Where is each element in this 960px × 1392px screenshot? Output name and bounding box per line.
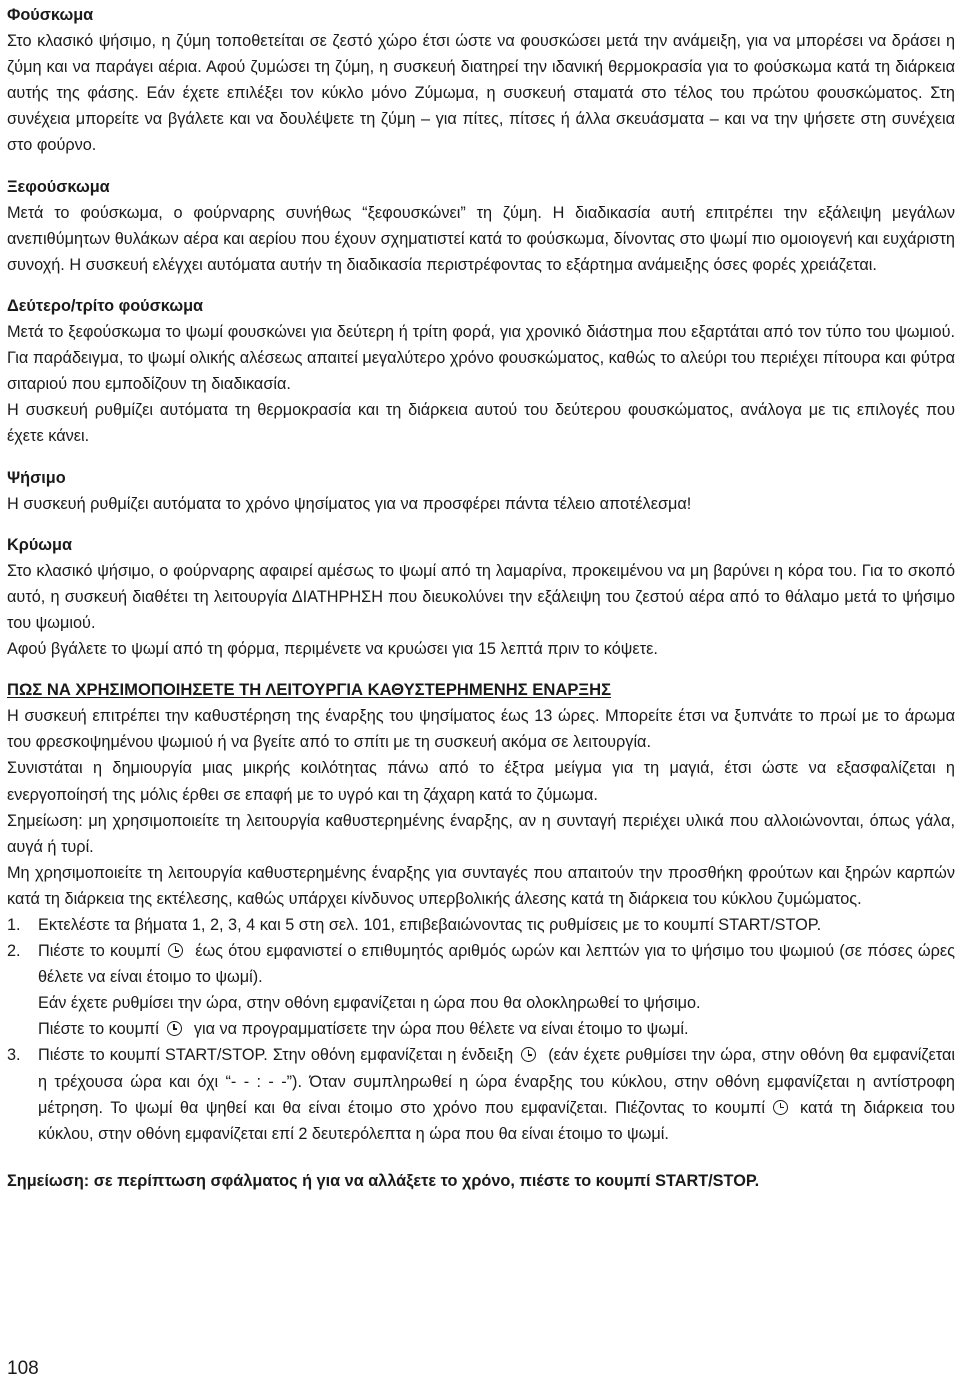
step-text: (εάν έχετε ρυθμίσει την ώρα, στην οθόνη θα εμφανίζεται η τρέχουσα ώρα και όχι “- - : - -”). Όταν συμπληρωθεί η ώρα έναρξης του κύκλου, στην οθόνη εμφανίζεται η αντίστροφη μέτρηση. Το ψωμί θα ψηθεί και θα είναι έτοιμο στο χρόνο που εμφανίζεται. Πιέζοντας το κουμπί — [38, 1046, 955, 1117]
step-number: 2. — [7, 942, 21, 961]
step-text: Εκτελέστε τα βήματα 1, 2, 3, 4 και 5 στη σελ. 101, επιβεβαιώνοντας τις ρυθμίσεις με το κουμπί START/STOP. — [38, 916, 822, 934]
step-number: 1. — [7, 916, 21, 934]
delay-paragraph-3: Σημείωση: μη χρησιμοποιείτε τη λειτουργία καθυστερημένης έναρξης, αν η συνταγή περιέχει υλικά που αλλοιώνονται, όπως γάλα, αυγά ή τυρί. — [7, 811, 955, 856]
step-subline — [38, 1016, 955, 1042]
clock-icon — [168, 943, 183, 958]
step-text: έως ότου εμφανιστεί ο επιθυμητός αριθμός ωρών και λεπτών για το ψήσιμο του ψωμιού (σε πόσες ώρες θέλετε να είναι έτοιμο το ψωμί). — [38, 942, 955, 987]
step-text: Πιέστε το κουμπί START/STOP. Στην οθόνη εμφανίζεται η ένδειξη — [38, 1046, 514, 1065]
manual-page — [7, 2, 955, 1208]
text-second-rise-2: Η συσκευή ρυθμίζει αυτόματα τη θερμοκρασία και τη διάρκεια αυτού του δεύτερου φουσκώματος, ανάλογα με τις επιλογές που έχετε κάνει. — [7, 401, 955, 446]
section-baking — [7, 465, 955, 517]
section-rising — [7, 2, 955, 159]
step-text: κατά τη διάρκεια του κύκλου, στην οθόνη εμφανίζεται επί 2 δευτερόλεπτα η ώρα που θα είναι έτοιμο το ψωμί. — [38, 1098, 955, 1143]
step-1 — [7, 912, 955, 938]
step-2 — [7, 938, 955, 1042]
step-text: για να προγραμματίσετε την ώρα που θέλετε να είναι έτοιμο το ψωμί. — [193, 1020, 689, 1039]
delay-note: Σημείωση: σε περίπτωση σφάλματος ή για να αλλάξετε το χρόνο, πιέστε το κουμπί START/STOP. — [7, 1171, 760, 1190]
delay-paragraph-2: Συνιστάται η δημιουργία μιας μικρής κοιλότητας πάνω από το έξτρα μείγμα για τη μαγιά, έτσι ώστε να εξασφαλίζεται η ενεργοποίησή της μόλις έρθει σε επαφή με το υγρό και τη ζάχαρη κατά το ζύμωμα. — [7, 759, 955, 804]
section-second-rise — [7, 293, 955, 450]
delay-paragraph-4: Μη χρησιμοποιείτε τη λειτουργία καθυστερημένης έναρξης για συνταγές που απαιτούν την προσθήκη φρούτων και ξηρών καρπών κατά τη διάρκεια της εκτέλεσης, καθώς υπάρχει κίνδυνος υπερβολικής άλεσης κατά τη διάρκεια του κύκλου ζυμώματος. — [7, 863, 955, 908]
heading-cooling: Κρύωμα — [7, 535, 73, 554]
heading-baking: Ψήσιμο — [7, 468, 66, 487]
step-number: 3. — [7, 1046, 21, 1065]
section-cooling — [7, 532, 955, 662]
page-number: 108 — [7, 1358, 39, 1379]
heading-delayed-start: ΠΩΣ ΝΑ ΧΡΗΣΙΜΟΠΟΙΗΣΕΤΕ ΤΗ ΛΕΙΤΟΥΡΓΙΑ ΚΑΘΥΣΤΕΡΗΜΕΝΗΣ ΕΝΑΡΞΗΣ — [7, 680, 612, 700]
section-punch-down — [7, 174, 955, 278]
step-3 — [7, 1042, 955, 1146]
heading-second-rise: Δεύτερο/τρίτο φούσκωμα — [7, 296, 204, 315]
clock-icon — [167, 1021, 182, 1036]
text-punch-down: Μετά το φούσκωμα, ο φούρναρης συνήθως “ξεφουσκώνει” τη ζύμη. Η διαδικασία αυτή επιτρέπει την εξάλειψη μεγάλων ανεπιθύμητων θυλάκων αέρα και αερίου που έχουν σχηματιστεί κατά το φούσκωμα, δίνοντας στο ψωμί πιο ομοιογενή και ευχάριστη συνοχή. Η συσκευή ελέγχει αυτόματα αυτήν τη διαδικασία περιστρέφοντας το εξάρτημα ανάμειξης όσες φορές χρειάζεται. — [7, 203, 955, 274]
clock-icon — [773, 1100, 788, 1115]
text-second-rise: Μετά το ξεφούσκωμα το ψωμί φουσκώνει για δεύτερη ή τρίτη φορά, για χρονικό διάστημα που εξαρτάται από τον τύπο του ψωμιού. Για παράδειγμα, το ψωμί ολικής αλέσεως απαιτεί μεγαλύτερο χρόνο φουσκώματος, καθώς το αλεύρι του περιέχει πίτουρα και φύτρα σιταριού που εμποδίζουν τη διαδικασία. — [7, 323, 955, 394]
delay-steps — [7, 912, 955, 1147]
step-text: Πιέστε το κουμπί — [38, 942, 161, 961]
text-cooling-2: Αφού βγάλετε το ψωμί από τη φόρμα, περιμένετε να κρυώσει για 15 λεπτά πριν το κόψετε. — [7, 640, 658, 659]
heading-rising: Φούσκωμα — [7, 6, 94, 24]
clock-icon — [521, 1047, 536, 1062]
step-subtext: Εάν έχετε ρυθμίσει την ώρα, στην οθόνη εμφανίζεται η ώρα που θα ολοκληρωθεί το ψήσιμο. — [38, 994, 701, 1013]
text-rising: Στο κλασικό ψήσιμο, η ζύμη τοποθετείται σε ζεστό χώρο έτσι ώστε να φουσκώσει μετά την ανάμειξη, για να μπορέσει να δράσει η ζύμη και να παράγει αέρια. Αφού ζυμώσει τη ζύμη, η συσκευή διατηρεί την ιδανική θερμοκρασία για το φούσκωμα κατά τη διάρκεια αυτής της φάσης. Εάν έχετε επιλέξει τον κύκλο μόνο Ζύμωμα, η συσκευή σταματά στο τέλος του πρώτου φουσκώματος. Στη συνέχεια μπορείτε να βγάλετε και να δουλέψετε τη ζύμη – για πίτες, πίτσες ή άλλα σκευάσματα – και να την ψήσετε στη συνέχεια στο φούρνο. — [7, 32, 955, 155]
delay-paragraph-1: Η συσκευή επιτρέπει την καθυστέρηση της έναρξης του ψησίματος έως 13 ώρες. Μπορείτε έτσι να ξυπνάτε το πρωί με το άρωμα του φρεσκοψημένου ψωμιού ή να βγείτε από το σπίτι με τη συσκευή ακόμα σε λειτουργία. — [7, 707, 955, 752]
text-baking: Η συσκευή ρυθμίζει αυτόματα το χρόνο ψησίματος για να προσφέρει πάντα τέλειο αποτέλεσμα! — [7, 494, 692, 513]
text-cooling: Στο κλασικό ψήσιμο, ο φούρναρης αφαιρεί αμέσως το ψωμί από τη λαμαρίνα, προκειμένου να μη βαρύνει η κόρα του. Για το σκοπό αυτό, η συσκευή διαθέτει τη λειτουργία ΔΙΑΤΗΡΗΣΗ που διευκολύνει την εξάλειψη του ζεστού αέρα από το θάλαμο μετά το ψήσιμο του ψωμιού. — [7, 561, 955, 632]
step-text: Πιέστε το κουμπί — [38, 1020, 159, 1039]
heading-punch-down: Ξεφούσκωμα — [7, 177, 110, 196]
section-delayed-start — [7, 677, 955, 1194]
